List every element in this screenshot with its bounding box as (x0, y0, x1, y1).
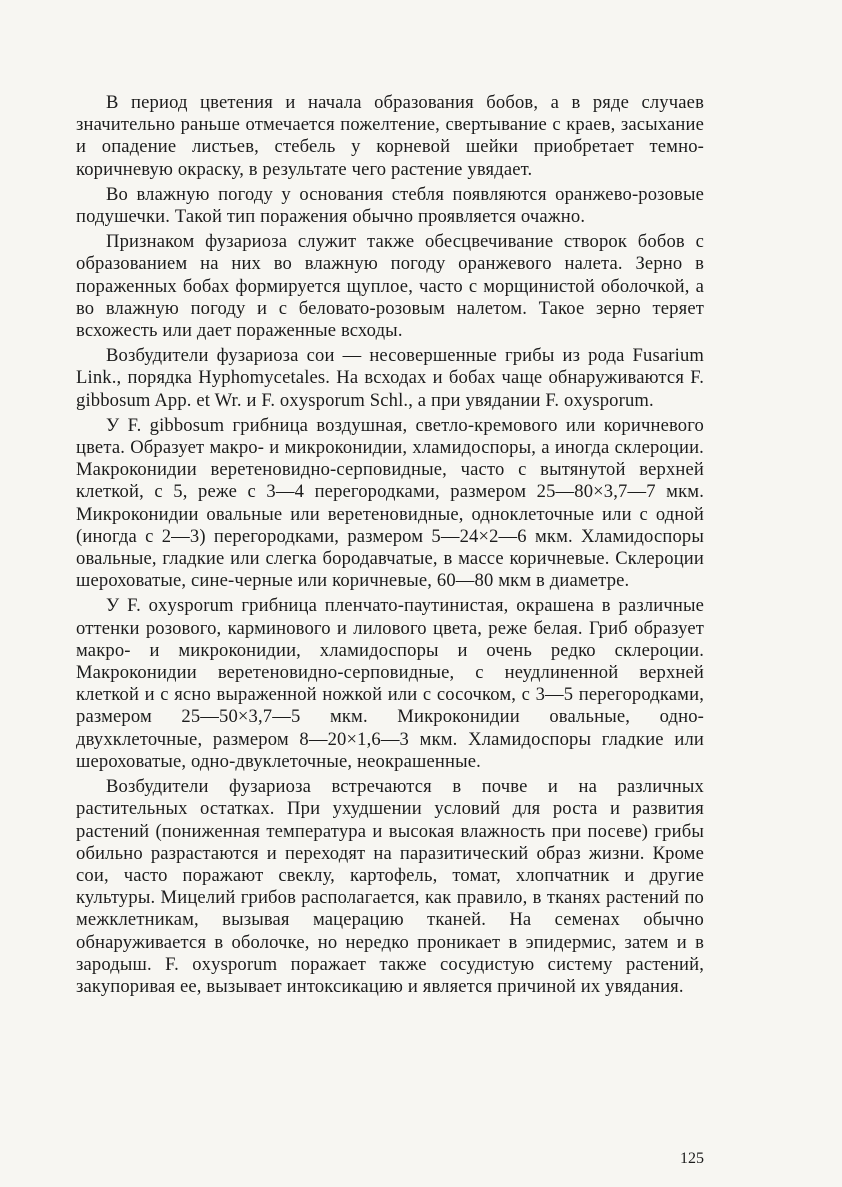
paragraph-6: У F. oxysporum грибница пленчато-паутинистая, окрашена в различные оттенки розового, карминового и лилового цвета, реже белая. Гриб образует макро- и микроконидии, хламидоспоры и очень редко склероции. Макроконидии веретеновидно-серповидные, с неудлиненной верхней клеткой и с ясно выраженной ножкой или с сосочком, с 3—5 перегородками, размером 25—50×3,7—5 мкм. Микроконидии овальные, одно-двухклеточные, размером 8—20×1,6—3 мкм. Хламидоспоры гладкие или шероховатые, одно-двуклеточные, неокрашенные. (76, 595, 704, 772)
paragraph-3: Признаком фузариоза служит также обесцвечивание створок бобов с образованием на них во влажную погоду оранжевого налета. Зерно в пораженных бобах формируется щуплое, часто с морщинистой оболочкой, а во влажную погоду и с беловато-розовым налетом. Такое зерно теряет всхожесть или дает пораженные всходы. (76, 231, 704, 342)
page-number: 125 (680, 1150, 704, 1167)
paragraph-1: В период цветения и начала образования бобов, а в ряде случаев значительно раньше отмечается пожелтение, свертывание с краев, засыхание и опадение листьев, стебель у корневой шейки приобретает темно-коричневую окраску, в результате чего растение увядает. (76, 92, 704, 180)
paragraph-7: Возбудители фузариоза встречаются в почве и на различных растительных остатках. При ухудшении условий для роста и развития растений (пониженная температура и высокая влажность при посеве) грибы обильно разрастаются и переходят на паразитический образ жизни. Кроме сои, часто поражают свеклу, картофель, томат, хлопчатник и другие культуры. Мицелий грибов располагается, как правило, в тканях растений по межклетникам, вызывая мацерацию тканей. На семенах обычно обнаруживается в оболочке, но нередко проникает в эпидермис, затем и в зародыш. F. oxysporum поражает также сосудистую систему растений, закупоривая ее, вызывает интоксикацию и является причиной их увядания. (76, 776, 704, 997)
paragraph-4: Возбудители фузариоза сои — несовершенные грибы из рода Fusarium Link., порядка Hyphomycetales. На всходах и бобах чаще обнаруживаются F. gibbosum App. et Wr. и F. oxysporum Schl., а при увядании F. oxysporum. (76, 345, 704, 411)
paragraph-2: Во влажную погоду у основания стебля появляются оранжево-розовые подушечки. Такой тип поражения обычно проявляется очажно. (76, 183, 704, 228)
paragraph-5: У F. gibbosum грибница воздушная, светло-кремового или коричневого цвета. Образует макро- и микроконидии, хламидоспоры, а иногда склероции. Макроконидии веретеновидно-серповидные, часто с вытянутой верхней клеткой, с 5, реже с 3—4 перегородками, размером 25—80×3,7—7 мкм. Микроконидии овальные или веретеновидные, одноклеточные или с одной (иногда с 2—3) перегородками, размером 5—24×2—6 мкм. Хламидоспоры овальные, гладкие или слегка бородавчатые, в массе коричневые. Склероции шероховатые, сине-черные или коричневые, 60—80 мкм в диаметре. (76, 414, 704, 592)
